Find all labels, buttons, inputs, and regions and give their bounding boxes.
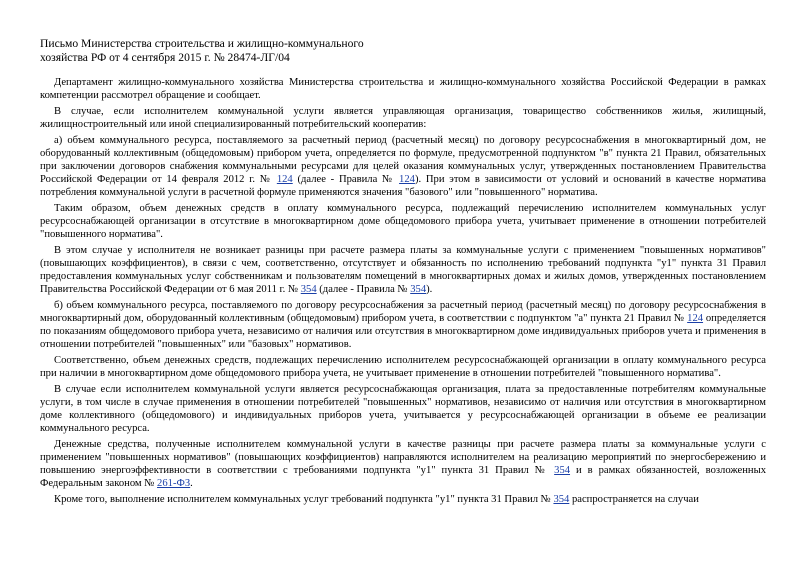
paragraph <box>40 134 766 199</box>
paragraph-text: б) объем коммунального ресурса, поставляемого по договору ресурсоснабжения за расчетный период (расчетный месяц) по договору ресурсоснабжения в многоквартирный дом, оборудованный коллективным (общедомовым) прибором учета, в соответствии с подпунктом "а" пункта 21 Правил № <box>40 300 766 324</box>
paragraph <box>40 105 766 131</box>
document-page <box>40 37 766 509</box>
paragraph <box>40 493 766 506</box>
paragraph <box>40 354 766 380</box>
paragraph <box>40 299 766 351</box>
document-title-line-1: Письмо Министерства строительства и жилищно-коммунального <box>40 37 364 50</box>
paragraph-text: В случае если исполнителем коммунальной услуги является ресурсоснабжающая организация, плата за предоставленные потребителям коммунальные услуги, в том числе в случае применения в отношении потребителей "повышенных" нормативов, независимо от наличия или отсутствия в многоквартирном доме коллективного (общедомового) и индивидуальных приборов учета, учитывается у ресурсоснабжающей организации в объеме ее реализации коммунального ресурса. <box>40 384 766 434</box>
paragraph <box>40 383 766 435</box>
paragraph-text: (далее - Правила № <box>292 174 400 185</box>
reference-link[interactable]: 354 <box>410 284 427 295</box>
document-title <box>40 37 766 65</box>
document-body <box>40 76 766 506</box>
reference-link[interactable]: 124 <box>399 174 415 185</box>
reference-link[interactable]: 354 <box>300 284 317 295</box>
paragraph-text: Таким образом, объем денежных средств в оплату коммунального ресурса, подлежащий перечислению исполнителем коммунальных услуг ресурсоснабжающей организации в отсутствие в многоквартирном доме общедомового прибора учета, учитывает применение в отношении потребителей "повышенного норматива". <box>40 203 766 240</box>
paragraph <box>40 244 766 296</box>
paragraph-text: В этом случае у исполнителя не возникает разницы при расчете размера платы за коммунальные услуги с применением "повышенных нормативов" (повышающих коэффициентов), в связи с чем, соответственно, отсутствует и обязанность по исполнению требований подпункта "у1" пункта 31 Правил предоставления коммунальных услуг собственникам и пользователям помещений в многоквартирных домах и жилых домов, утвержденных постановлением Правительства Российской Федерации от 6 мая 2011 г. № <box>40 245 766 295</box>
paragraph <box>40 438 766 490</box>
paragraph-text: и в рамках обязанностей, возложенных Федеральным законом № <box>40 465 766 489</box>
reference-link[interactable]: 124 <box>276 174 293 185</box>
paragraph-text: Соответственно, объем денежных средств, подлежащих перечислению исполнителем ресурсоснабжающей организации в оплату коммунального ресурса при наличии в многоквартирном доме общедомового прибора учета, не учитывает применение в отношении потребителей "повышенного норматива". <box>40 355 766 379</box>
reference-link[interactable]: 354 <box>553 494 570 505</box>
reference-link[interactable]: 354 <box>554 465 571 476</box>
paragraph-text: ). При этом в зависимости от условий и оснований в качестве норматива потребления коммунальной услуги в расчетной формуле применяются значения "базового" или "повышенного" норматива. <box>40 174 766 198</box>
paragraph-text: В случае, если исполнителем коммунальной услуги является управляющая организация, товарищество собственников жилья, жилищный, жилищностроительный или иной специализированный потребительский кооператив: <box>40 106 766 130</box>
paragraph-text: ). <box>426 284 433 295</box>
paragraph <box>40 202 766 241</box>
paragraph-text: (далее - Правила № <box>316 284 411 295</box>
paragraph <box>40 76 766 102</box>
paragraph-text: распространяется на случаи <box>569 494 699 505</box>
paragraph-text: Денежные средства, полученные исполнителем коммунальной услуги в качестве разницы при расчете размера платы за коммунальные услуги с применением "повышенных нормативов" (повышающих коэффициентов) направляются исполнителем на реализацию мероприятий по энергосбережению и повышению энергоэффективности в соответствии с требованиями подпункта "у1" пункта 31 Правил № <box>40 439 766 476</box>
reference-link[interactable]: 261-ФЗ <box>157 478 191 489</box>
paragraph-text: а) объем коммунального ресурса, поставляемого за расчетный период (расчетный месяц) по договору ресурсоснабжения в многоквартирный дом, не оборудованный коллективным (общедомовым) прибором учета, определяется по формуле, предусмотренной подпунктом "в" пункта 21 Правил, обязательных при заключении договоров снабжения коммунальными ресурсами для целей оказания коммунальных услуг, утвержденных постановлением Правительства Российской Федерации от 14 февраля 2012 г. № <box>40 135 766 185</box>
document-title-line-2: хозяйства РФ от 4 сентября 2015 г. № 28474-ЛГ/04 <box>40 51 290 64</box>
paragraph-text: Департамент жилищно-коммунального хозяйства Министерства строительства и жилищно-коммунального хозяйства Российской Федерации в рамках компетенции рассмотрел обращение и сообщает. <box>40 77 766 101</box>
paragraph-text: определяется по показаниям общедомового прибора учета, независимо от наличия или отсутствия в многоквартирном доме индивидуальных приборов учета и применения в отношении потребителей "повышенных" или "базовых" нормативов. <box>40 313 766 350</box>
paragraph-text: Кроме того, выполнение исполнителем коммунальных услуг требований подпункта "у1" пункта 31 Правил № <box>54 494 554 505</box>
reference-link[interactable]: 124 <box>687 313 704 324</box>
paragraph-text: . <box>190 478 193 489</box>
